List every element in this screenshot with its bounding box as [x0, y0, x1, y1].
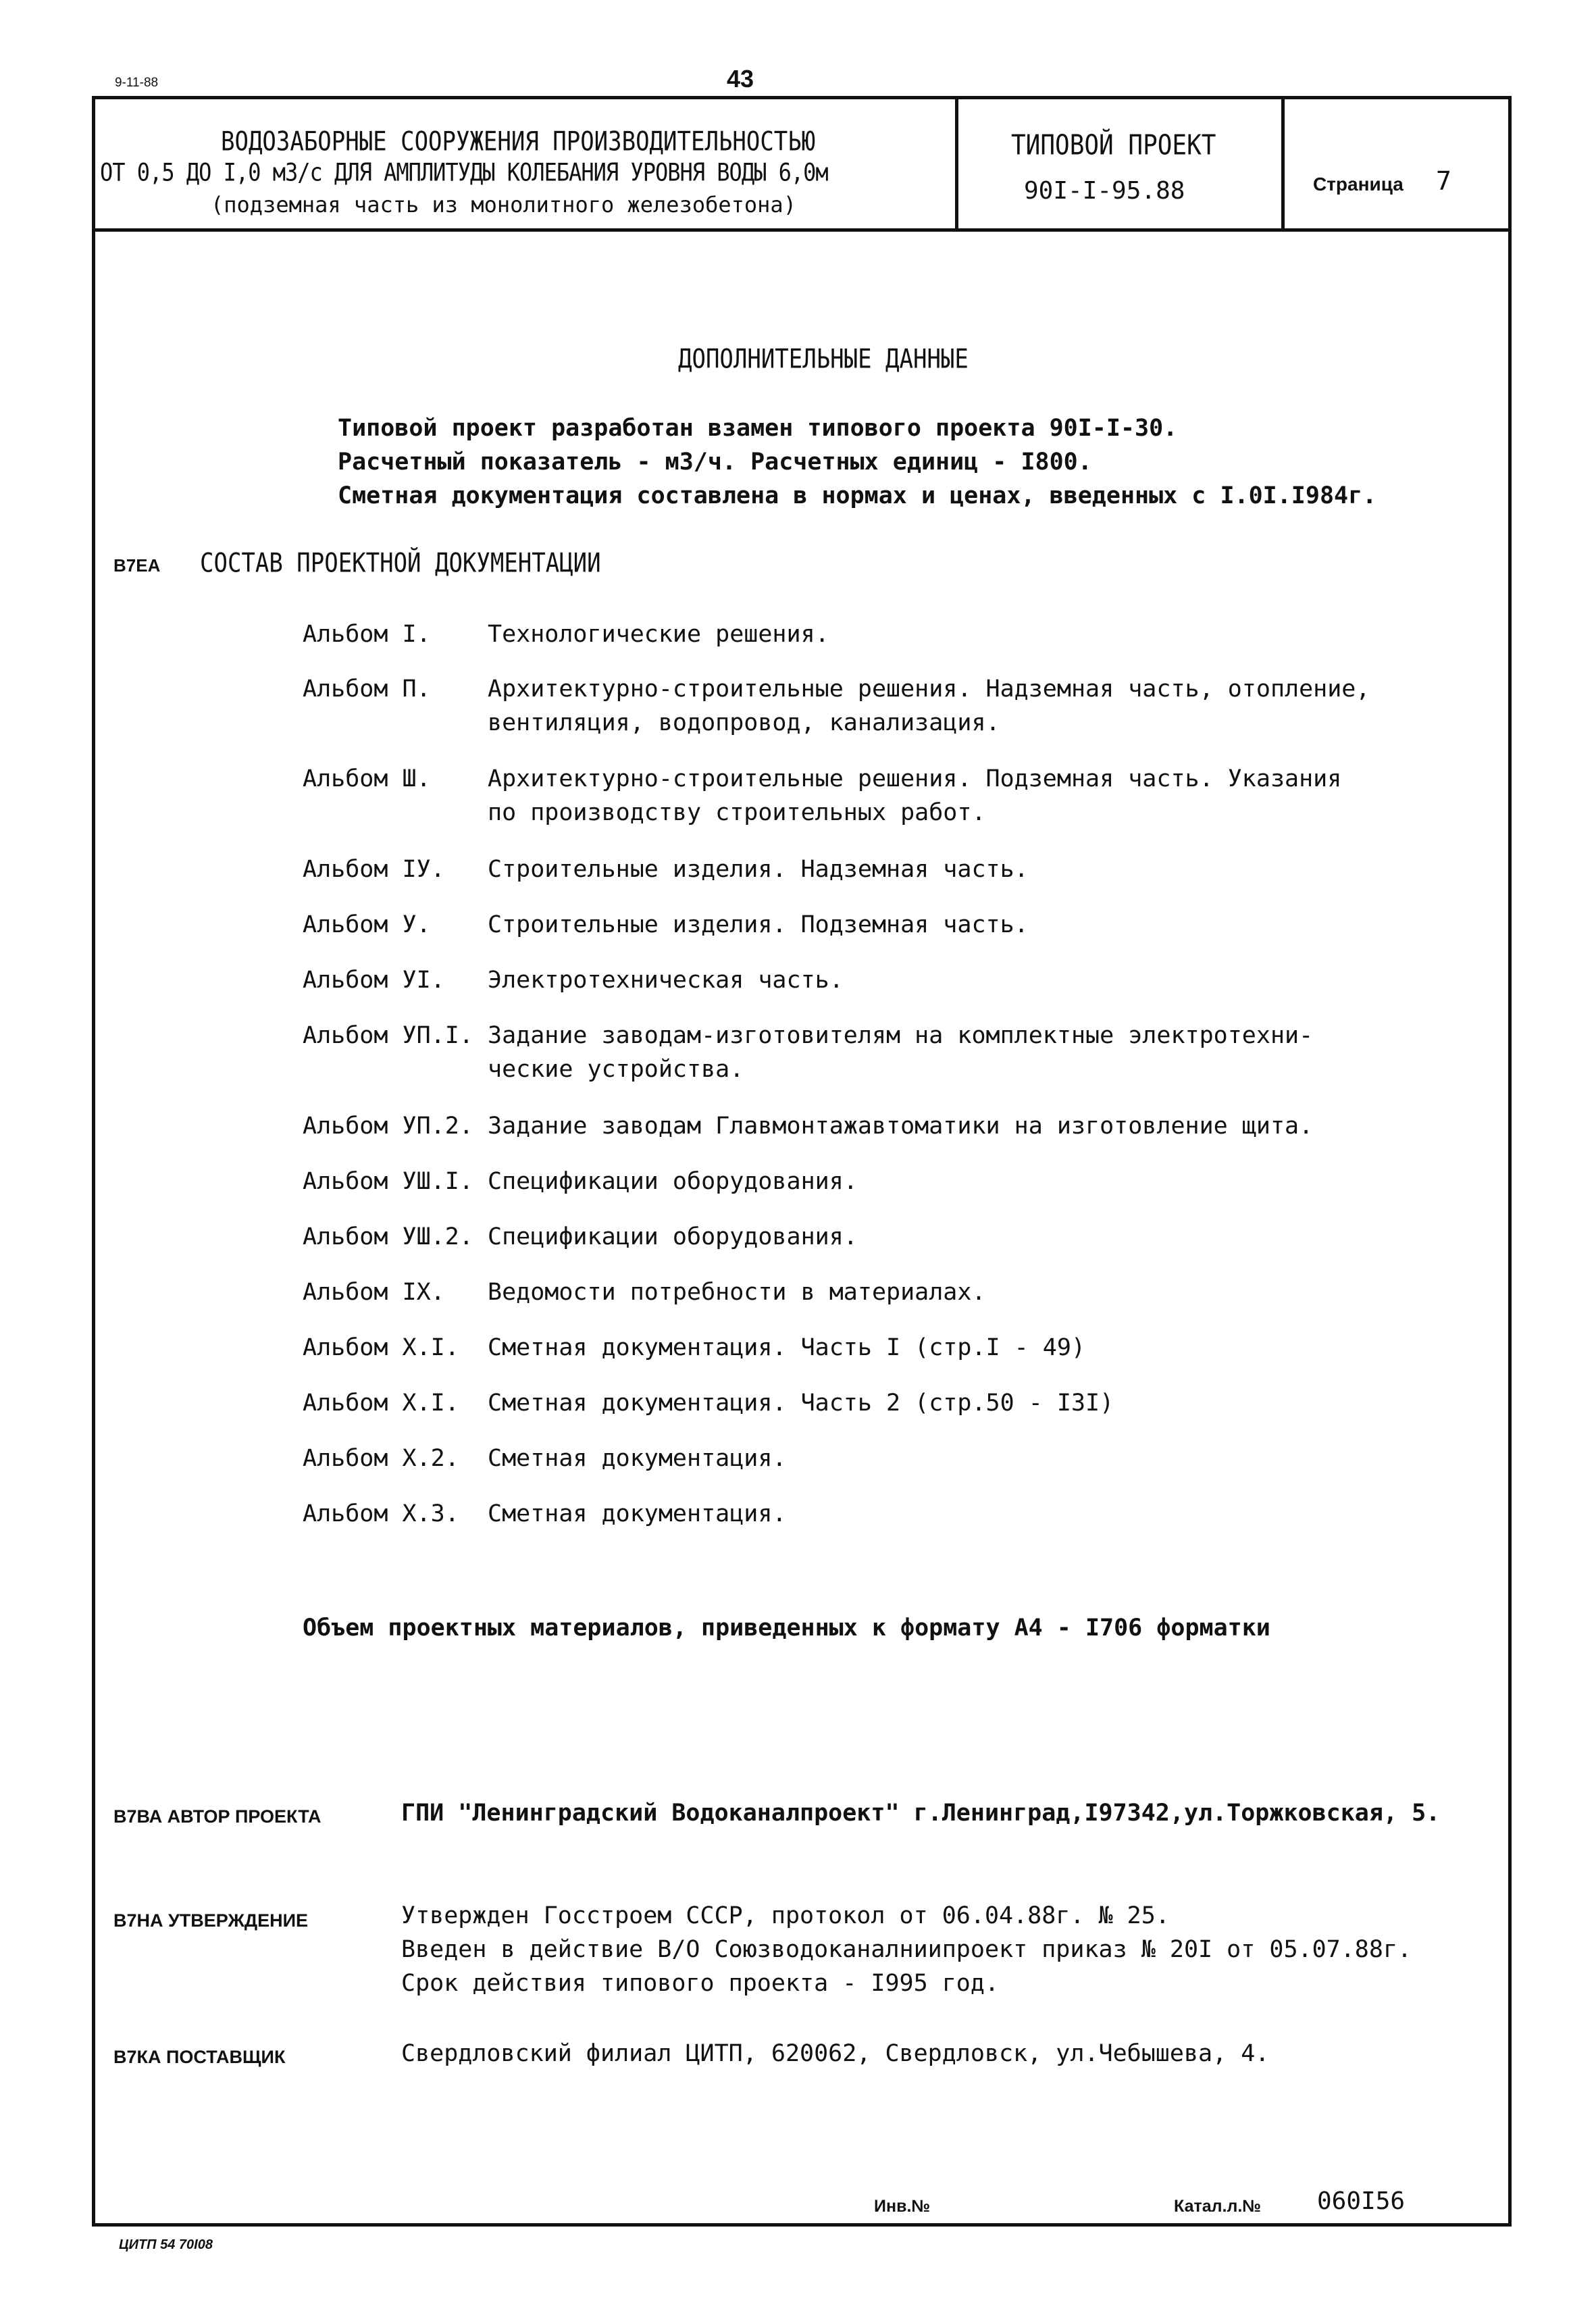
album-label: Альбом X.I. — [303, 1334, 459, 1361]
page-value: 7 — [1436, 166, 1451, 196]
approval-code: В7НА УТВЕРЖДЕНИЕ — [113, 1910, 309, 1931]
approval-line-3: Срок действия типового проекта - I995 год. — [401, 1970, 1000, 1997]
album-title: Электротехническая часть. — [488, 967, 844, 994]
supplier-code: В7КА ПОСТАВЩИК — [113, 2047, 286, 2067]
title-line-2: ОТ 0,5 ДО I,0 м3/с ДЛЯ АМПЛИТУДЫ КОЛЕБАНИЯ УРОВНЯ ВОДЫ 6,0м — [100, 157, 828, 187]
album-label: Альбом X.I. — [303, 1390, 459, 1417]
page-label: Страница — [1313, 174, 1404, 195]
album-title: Архитектурно-строительные решения. Подземная часть. Указания — [488, 765, 1342, 792]
composition-code: В7ЕА — [113, 555, 161, 576]
additional-heading: ДОПОЛНИТЕЛЬНЫЕ ДАННЫЕ — [678, 344, 969, 375]
title-block-bottom-rule — [92, 228, 1512, 232]
album-title: Технологические решения. — [488, 621, 829, 648]
sheet-number: 43 — [727, 65, 754, 93]
album-label: Альбом УШ.2. — [303, 1223, 473, 1250]
album-title: Спецификации оборудования. — [488, 1168, 858, 1195]
album-label: Альбом I. — [303, 621, 431, 648]
title-block-divider-2 — [1281, 96, 1285, 230]
approval-line-2: Введен в действие В/О Союзводоканалниипроект приказ № 20I от 05.07.88г. — [401, 1936, 1412, 1963]
additional-line-3: Сметная документация составлена в нормах и ценах, введенных с I.0I.I984г. — [338, 482, 1377, 509]
album-title: Архитектурно-строительные решения. Надземная часть, отопление, — [488, 676, 1370, 703]
supplier-text: Свердловский филиал ЦИТП, 620062, Свердловск, ул.Чебышева, 4. — [401, 2040, 1270, 2067]
album-title: Строительные изделия. Надземная часть. — [488, 856, 1029, 883]
author-code: В7ВА АВТОР ПРОЕКТА — [113, 1806, 321, 1827]
print-date: 9-11-88 — [115, 76, 159, 90]
album-label: Альбом УI. — [303, 967, 445, 994]
album-label: Альбом УП.2. — [303, 1113, 473, 1140]
album-title: Сметная документация. — [488, 1500, 787, 1527]
project-type: ТИПОВОЙ ПРОЕКТ — [1011, 129, 1216, 162]
album-label: Альбом УШ.I. — [303, 1168, 473, 1195]
album-title: Сметная документация. — [488, 1445, 787, 1472]
album-title: Сметная документация. Часть I (стр.I - 49) — [488, 1334, 1086, 1361]
printer-stamp: ЦИТП 54 70I08 — [119, 2237, 213, 2252]
album-title-cont: ческие устройства. — [488, 1056, 744, 1083]
album-title: Задание заводам-изготовителям на комплектные электротехни- — [488, 1022, 1314, 1049]
album-label: Альбом X.3. — [303, 1500, 459, 1527]
approval-line-1: Утвержден Госстроем СССР, протокол от 06.04.88г. № 25. — [401, 1902, 1170, 1929]
project-code: 90I-I-95.88 — [1024, 177, 1185, 205]
catalog-value: 060I56 — [1317, 2187, 1406, 2215]
album-title: Ведомости потребности в материалах. — [488, 1279, 986, 1306]
album-label: Альбом УП.I. — [303, 1022, 473, 1049]
album-label: Альбом IУ. — [303, 856, 445, 883]
album-title: Строительные изделия. Подземная часть. — [488, 911, 1029, 938]
album-label: Альбом Ш. — [303, 765, 431, 792]
album-label: Альбом IX. — [303, 1279, 445, 1306]
album-title: Сметная документация. Часть 2 (стр.50 - I3I) — [488, 1390, 1114, 1417]
album-label: Альбом X.2. — [303, 1445, 459, 1472]
additional-line-1: Типовой проект разработан взамен типового проекта 90I-I-30. — [338, 415, 1178, 442]
album-label: Альбом У. — [303, 911, 431, 938]
catalog-label: Катал.л.№ — [1174, 2197, 1262, 2216]
album-title-cont: вентиляция, водопровод, канализация. — [488, 709, 1000, 736]
album-label: Альбом П. — [303, 676, 431, 703]
author-text: ГПИ "Ленинградский Водоканалпроект" г.Ленинград,I97342,ул.Торжковская, 5. — [401, 1800, 1441, 1827]
inventory-label: Инв.№ — [874, 2197, 931, 2216]
volume-note: Объем проектных материалов, приведенных к формату А4 - I706 форматки — [303, 1615, 1270, 1642]
title-line-1: ВОДОЗАБОРНЫЕ СООРУЖЕНИЯ ПРОИЗВОДИТЕЛЬНОСТЬЮ — [221, 126, 816, 157]
title-line-3: (подземная часть из монолитного железобетона) — [211, 192, 796, 218]
title-block-divider-1 — [955, 96, 958, 230]
additional-line-2: Расчетный показатель - м3/ч. Расчетных единиц - I800. — [338, 449, 1092, 476]
album-title-cont: по производству строительных работ. — [488, 799, 986, 826]
album-title: Спецификации оборудования. — [488, 1223, 858, 1250]
album-title: Задание заводам Главмонтажавтоматики на изготовление щита. — [488, 1113, 1314, 1140]
composition-heading: СОСТАВ ПРОЕКТНОЙ ДОКУМЕНТАЦИИ — [200, 548, 601, 579]
